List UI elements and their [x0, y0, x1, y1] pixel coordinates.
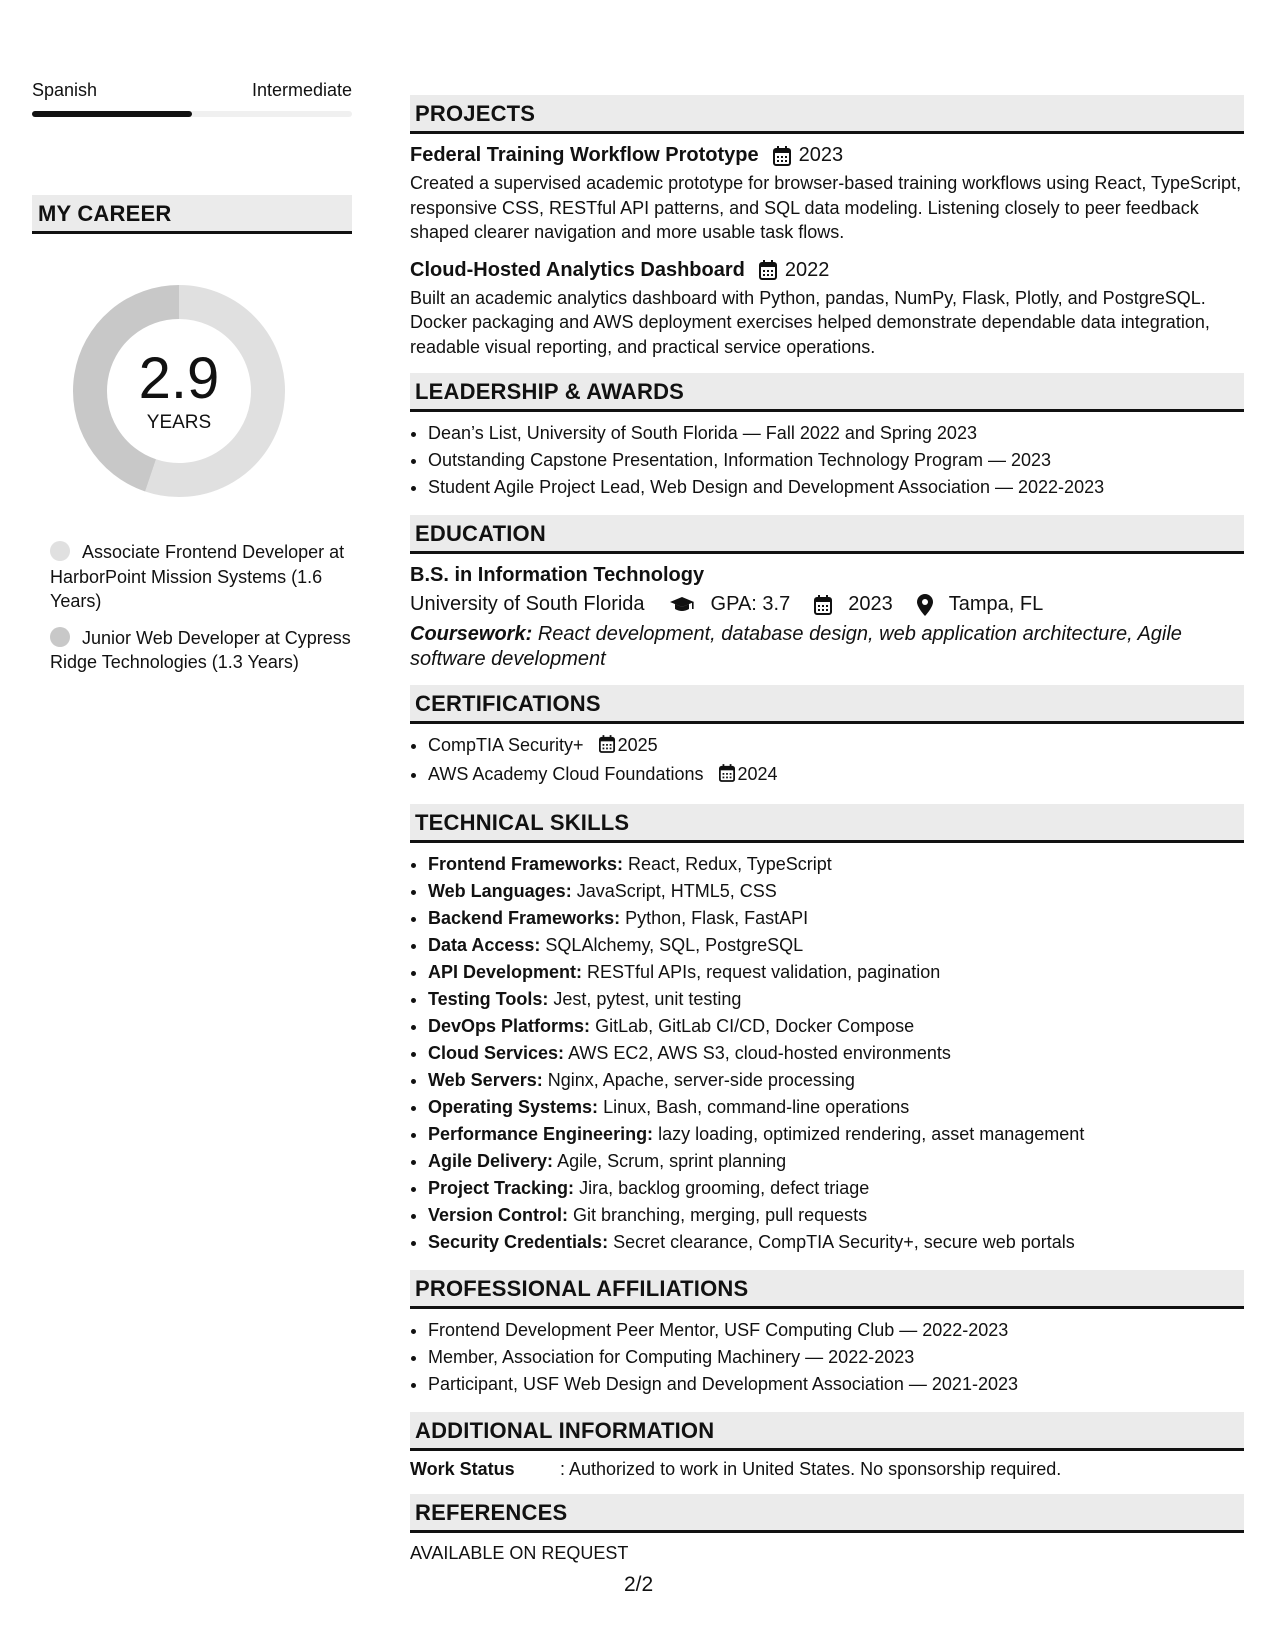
skill-label: Backend Frameworks:: [428, 908, 621, 928]
list-item: • Dean’s List, University of South Florida — Fall 2022 and Spring 2023: [428, 420, 1244, 447]
skill-value: Jira, backlog grooming, defect triage: [579, 1178, 870, 1198]
certifications-section: [410, 685, 1244, 790]
language-row: [32, 80, 352, 101]
calendar-icon: [759, 260, 777, 280]
list-item: [428, 732, 1244, 761]
skill-label: Testing Tools:: [428, 989, 549, 1009]
skill-label: Project Tracking:: [428, 1178, 575, 1198]
skill-item: [428, 1202, 1244, 1229]
education-degree: B.S. in Information Technology: [410, 564, 705, 586]
education-year: 2023: [848, 593, 893, 615]
skill-item: [428, 1175, 1244, 1202]
skill-label: Security Credentials:: [428, 1232, 609, 1252]
skill-item: [428, 905, 1244, 932]
sidebar: [32, 80, 352, 687]
affiliations-heading: PROFESSIONAL AFFILIATIONS: [410, 1270, 1244, 1309]
skill-label: API Development:: [428, 962, 583, 982]
skill-label: Data Access:: [428, 935, 541, 955]
project-description: Built an academic analytics dashboard with Python, pandas, NumPy, Flask, Plotly, and PostgreSQL. Docker packaging and AWS deployment exercises helped demonstrate dependable data integration, readable visual reporting, and practical service operations.: [410, 287, 1210, 357]
education-details: [410, 593, 1244, 616]
skill-value: Python, Flask, FastAPI: [625, 908, 809, 928]
career-donut-chart: [66, 278, 292, 504]
list-item: • Outstanding Capstone Presentation, Information Technology Program — 2023: [428, 447, 1244, 474]
education-section: [410, 515, 1244, 671]
certification-name: AWS Academy Cloud Foundations: [428, 764, 704, 784]
skill-item: [428, 1040, 1244, 1067]
project-title-row: [410, 144, 1244, 167]
references-heading: REFERENCES: [410, 1494, 1244, 1533]
list-item: • Student Agile Project Lead, Web Design and Development Association — 2022-2023: [428, 474, 1244, 501]
map-pin-icon: [905, 594, 941, 616]
skills-heading: TECHNICAL SKILLS: [410, 804, 1244, 843]
certification-name: CompTIA Security+: [428, 735, 584, 755]
leadership-heading: LEADERSHIP & AWARDS: [410, 373, 1244, 412]
skill-label: Web Servers:: [428, 1070, 543, 1090]
graduation-cap-icon: [657, 596, 703, 614]
skill-value: lazy loading, optimized rendering, asset management: [658, 1124, 1085, 1144]
skill-value: Linux, Bash, command-line operations: [603, 1097, 910, 1117]
legend-dot-icon: [50, 541, 70, 561]
skill-value: Agile, Scrum, sprint planning: [557, 1151, 787, 1171]
education-school: University of South Florida: [410, 593, 645, 615]
career-legend: [50, 540, 352, 675]
project-year: 2022: [784, 258, 830, 281]
skill-label: DevOps Platforms:: [428, 1016, 591, 1036]
projects-section: [410, 95, 1244, 359]
coursework-text: React development, database design, web application architecture, Agile software development: [410, 623, 1182, 670]
education-coursework: [410, 622, 1244, 671]
skill-value: AWS EC2, AWS S3, cloud-hosted environments: [568, 1043, 951, 1063]
skill-label: Frontend Frameworks:: [428, 854, 624, 874]
project-title-row: [410, 259, 1244, 282]
career-total-years: 2.9: [138, 346, 220, 411]
skill-label: Version Control:: [428, 1205, 569, 1225]
list-item: • Participant, USF Web Design and Development Association — 2021-2023: [428, 1371, 1244, 1398]
page-number: 2/2: [624, 1573, 654, 1596]
career-item-label: Associate Frontend Developer at HarborPoint Mission Systems (1.6 Years): [50, 542, 345, 611]
career-legend-item: [50, 626, 352, 675]
skill-item: [428, 932, 1244, 959]
calendar-icon: [599, 734, 615, 761]
list-item: [428, 761, 1244, 790]
language-level: Intermediate: [251, 80, 352, 100]
calendar-icon: [773, 146, 791, 166]
project-year: 2023: [798, 144, 844, 166]
language-proficiency-bar: [32, 111, 352, 117]
education-heading: EDUCATION: [410, 515, 1244, 554]
skill-value: RESTful APIs, request validation, pagination: [587, 962, 941, 982]
certifications-heading: CERTIFICATIONS: [410, 685, 1244, 724]
skill-item: [428, 851, 1244, 878]
skill-label: Performance Engineering:: [428, 1124, 654, 1144]
education-gpa: GPA: 3.7: [710, 593, 791, 615]
affiliations-list: [410, 1317, 1244, 1398]
skill-value: JavaScript, HTML5, CSS: [576, 881, 777, 901]
main-content: [410, 95, 1244, 1578]
certification-year: 2024: [737, 764, 778, 784]
project-title: Federal Training Workflow Prototype: [410, 144, 759, 166]
skill-value: GitLab, GitLab CI/CD, Docker Compose: [595, 1016, 915, 1036]
skill-item: [428, 986, 1244, 1013]
skills-section: [410, 804, 1244, 1256]
projects-heading: PROJECTS: [410, 95, 1244, 134]
skill-value: Jest, pytest, unit testing: [553, 989, 742, 1009]
list-item: • Member, Association for Computing Machinery — 2022-2023: [428, 1344, 1244, 1371]
skill-value: Git branching, merging, pull requests: [573, 1205, 868, 1225]
leadership-list: [410, 420, 1244, 501]
skill-item: [428, 959, 1244, 986]
skill-value: SQLAlchemy, SQL, PostgreSQL: [545, 935, 804, 955]
skill-label: Agile Delivery:: [428, 1151, 554, 1171]
legend-dot-icon: [50, 627, 70, 647]
calendar-icon: [719, 763, 735, 790]
leadership-section: [410, 373, 1244, 501]
additional-info-section: [410, 1412, 1244, 1480]
project-description: Created a supervised academic prototype for browser-based training workflows using React, TypeScript, responsive CSS, RESTful API patterns, and SQL data modeling. Listening closely to peer feedback shaped clearer navigation and more usable task flows.: [410, 173, 1242, 242]
references-section: [410, 1494, 1244, 1564]
skills-list: [410, 851, 1244, 1256]
work-status-value: : Authorized to work in United States. No sponsorship required.: [560, 1459, 1062, 1479]
certification-year: 2025: [617, 735, 658, 755]
project-title: Cloud-Hosted Analytics Dashboard: [410, 258, 745, 281]
list-item: • Frontend Development Peer Mentor, USF Computing Club — 2022-2023: [428, 1317, 1244, 1344]
skill-item: [428, 1013, 1244, 1040]
skill-item: [428, 1148, 1244, 1175]
career-heading: MY CAREER: [32, 195, 352, 234]
coursework-label: Coursework:: [410, 623, 533, 645]
language-proficiency-fill: [32, 111, 192, 117]
career-item-label: Junior Web Developer at Cypress Ridge Technologies (1.3 Years): [50, 627, 351, 672]
skill-value: Nginx, Apache, server-side processing: [547, 1070, 855, 1090]
skill-label: Web Languages:: [428, 881, 572, 901]
calendar-icon: [802, 595, 840, 615]
additional-info-heading: ADDITIONAL INFORMATION: [410, 1412, 1244, 1451]
skill-item: [428, 1067, 1244, 1094]
skill-item: [428, 1229, 1244, 1256]
work-status-label: Work Status: [410, 1459, 515, 1479]
career-total-unit: YEARS: [146, 412, 212, 433]
skill-item: [428, 1094, 1244, 1121]
skill-label: Operating Systems:: [428, 1097, 599, 1117]
skill-label: Cloud Services:: [428, 1043, 565, 1063]
language-name: Spanish: [32, 80, 98, 100]
career-donut-center: [66, 346, 292, 434]
skill-value: Secret clearance, CompTIA Security+, secure web portals: [613, 1232, 1075, 1252]
skill-item: [428, 1121, 1244, 1148]
skill-value: React, Redux, TypeScript: [628, 854, 832, 874]
references-text: AVAILABLE ON REQUEST: [410, 1543, 629, 1563]
work-status-row: [410, 1459, 1244, 1480]
skill-item: [428, 878, 1244, 905]
affiliations-section: [410, 1270, 1244, 1398]
career-legend-item: [50, 540, 352, 614]
education-location: Tampa, FL: [948, 593, 1044, 615]
certifications-list: [410, 732, 1244, 790]
